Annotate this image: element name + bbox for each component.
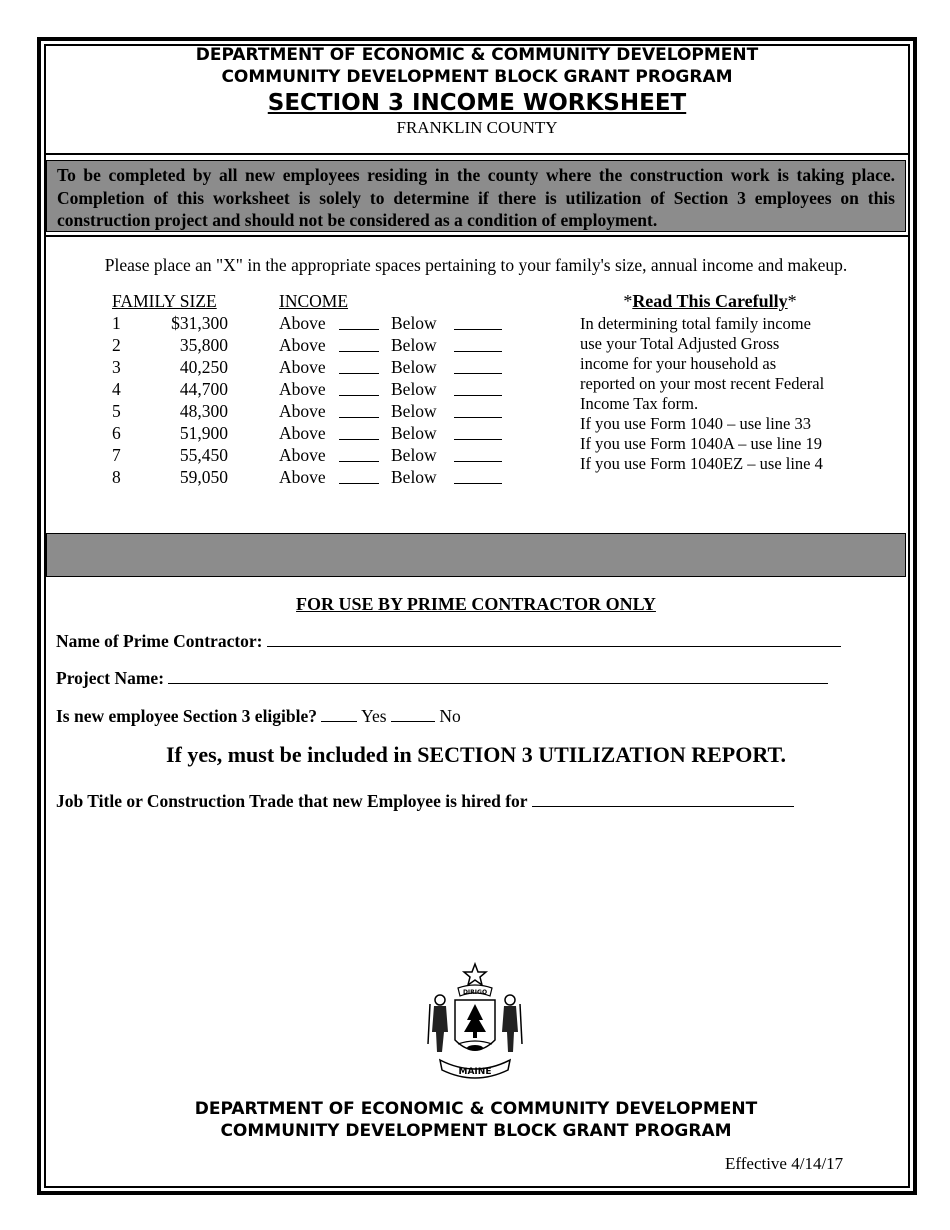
contractor-section-title: FOR USE BY PRIME CONTRACTOR ONLY bbox=[296, 594, 656, 614]
below-blank[interactable] bbox=[454, 329, 502, 330]
read-carefully-line: reported on your most recent Federal bbox=[580, 374, 825, 393]
above-blank[interactable] bbox=[339, 373, 379, 374]
prime-contractor-input-line[interactable] bbox=[267, 632, 841, 647]
family-size-value: 5 bbox=[112, 401, 121, 421]
income-value: 59,050 bbox=[179, 467, 228, 487]
read-carefully-line: In determining total family income bbox=[580, 314, 811, 333]
income-header: INCOME bbox=[279, 291, 349, 311]
family-size-value: 1 bbox=[112, 313, 121, 333]
family-size-value: 3 bbox=[112, 357, 121, 377]
below-blank[interactable] bbox=[454, 483, 502, 484]
above-blank[interactable] bbox=[339, 483, 379, 484]
prime-contractor-field bbox=[56, 631, 841, 652]
read-carefully-line: use your Total Adjusted Gross bbox=[580, 334, 780, 353]
read-carefully-suffix: * bbox=[787, 291, 797, 311]
above-label: Above bbox=[279, 423, 326, 443]
job-title-input-line[interactable] bbox=[532, 792, 794, 807]
above-label: Above bbox=[279, 357, 326, 377]
footer-department: DEPARTMENT OF ECONOMIC & COMMUNITY DEVELOPMENT bbox=[194, 1099, 758, 1119]
family-size-value: 2 bbox=[112, 335, 121, 355]
below-blank[interactable] bbox=[454, 373, 502, 374]
below-blank[interactable] bbox=[454, 351, 502, 352]
county-name: FRANKLIN COUNTY bbox=[396, 118, 558, 137]
income-value: 48,300 bbox=[179, 401, 228, 421]
read-carefully-title bbox=[580, 291, 840, 312]
income-value: $31,300 bbox=[171, 313, 228, 333]
header-divider bbox=[46, 153, 908, 155]
read-carefully-line: Income Tax form. bbox=[580, 394, 699, 413]
eligible-yes-blank[interactable] bbox=[321, 707, 357, 722]
above-blank[interactable] bbox=[339, 461, 379, 462]
below-label: Below bbox=[391, 357, 437, 377]
job-title-field bbox=[56, 791, 794, 812]
below-label: Below bbox=[391, 335, 437, 355]
income-row bbox=[112, 313, 532, 335]
seal-text: MAINE bbox=[458, 1067, 492, 1077]
below-blank[interactable] bbox=[454, 395, 502, 396]
income-value: 55,450 bbox=[179, 445, 228, 465]
above-blank[interactable] bbox=[339, 417, 379, 418]
below-blank[interactable] bbox=[454, 417, 502, 418]
program-title: COMMUNITY DEVELOPMENT BLOCK GRANT PROGRAM bbox=[221, 67, 733, 87]
effective-date: Effective 4/14/17 bbox=[725, 1154, 844, 1173]
family-size-value: 6 bbox=[112, 423, 121, 443]
project-name-field bbox=[56, 668, 828, 689]
income-row bbox=[112, 467, 532, 489]
read-carefully-line: If you use Form 1040A – use line 19 bbox=[580, 434, 822, 453]
eligible-no-label: No bbox=[439, 706, 461, 726]
below-label: Below bbox=[391, 379, 437, 399]
maine-state-seal-icon bbox=[420, 960, 530, 1085]
income-row bbox=[112, 379, 532, 401]
section-separator-band bbox=[46, 533, 906, 577]
income-row bbox=[112, 423, 532, 445]
instruction-text: Please place an "X" in the appropriate spaces pertaining to your family's size, annual income and makeup. bbox=[104, 255, 848, 275]
job-title-label: Job Title or Construction Trade that new Employee is hired for bbox=[56, 791, 528, 811]
notice-box: To be completed by all new employees residing in the county where the construction work is taking place. Completion of this worksheet is solely to determine if there is utilization of Section 3 employees on this construction project and should not be considered as a condition of employment. bbox=[46, 160, 906, 232]
above-label: Above bbox=[279, 313, 326, 333]
family-size-value: 8 bbox=[112, 467, 121, 487]
below-blank[interactable] bbox=[454, 439, 502, 440]
read-carefully-line: If you use Form 1040 – use line 33 bbox=[580, 414, 811, 433]
utilization-report-note: If yes, must be included in SECTION 3 UTILIZATION REPORT. bbox=[165, 742, 787, 767]
eligible-yes-label: Yes bbox=[361, 706, 387, 726]
income-value: 35,800 bbox=[179, 335, 228, 355]
above-label: Above bbox=[279, 335, 326, 355]
page-title: SECTION 3 INCOME WORKSHEET bbox=[267, 90, 687, 116]
above-label: Above bbox=[279, 401, 326, 421]
above-blank[interactable] bbox=[339, 351, 379, 352]
below-label: Below bbox=[391, 467, 437, 487]
project-name-input-line[interactable] bbox=[168, 669, 828, 684]
seal-motto: DIRIGO bbox=[462, 989, 488, 996]
eligible-field bbox=[56, 706, 461, 727]
income-row bbox=[112, 401, 532, 423]
below-label: Below bbox=[391, 401, 437, 421]
document-header bbox=[46, 44, 908, 138]
income-row bbox=[112, 335, 532, 357]
above-label: Above bbox=[279, 445, 326, 465]
above-label: Above bbox=[279, 467, 326, 487]
below-label: Below bbox=[391, 423, 437, 443]
below-label: Below bbox=[391, 445, 437, 465]
family-size-header: FAMILY SIZE bbox=[112, 291, 217, 311]
project-name-label: Project Name: bbox=[56, 668, 165, 688]
eligible-no-blank[interactable] bbox=[391, 707, 435, 722]
read-carefully-body bbox=[580, 314, 850, 474]
prime-contractor-label: Name of Prime Contractor: bbox=[56, 631, 263, 651]
read-carefully-line: income for your household as bbox=[580, 354, 777, 373]
income-value: 40,250 bbox=[179, 357, 228, 377]
income-row bbox=[112, 357, 532, 379]
read-carefully-heading: Read This Carefully bbox=[632, 291, 788, 311]
above-label: Above bbox=[279, 379, 326, 399]
family-size-value: 4 bbox=[112, 379, 121, 399]
below-blank[interactable] bbox=[454, 461, 502, 462]
family-size-value: 7 bbox=[112, 445, 121, 465]
document-footer bbox=[46, 1098, 906, 1142]
above-blank[interactable] bbox=[339, 439, 379, 440]
above-blank[interactable] bbox=[339, 395, 379, 396]
income-row bbox=[112, 445, 532, 467]
eligible-question: Is new employee Section 3 eligible? bbox=[56, 706, 318, 726]
income-value: 51,900 bbox=[179, 423, 228, 443]
read-carefully-prefix: * bbox=[623, 291, 633, 311]
footer-program: COMMUNITY DEVELOPMENT BLOCK GRANT PROGRAM bbox=[220, 1121, 732, 1141]
income-value: 44,700 bbox=[179, 379, 228, 399]
above-blank[interactable] bbox=[339, 329, 379, 330]
notice-divider bbox=[46, 235, 908, 237]
below-label: Below bbox=[391, 313, 437, 333]
department-title: DEPARTMENT OF ECONOMIC & COMMUNITY DEVELOPMENT bbox=[195, 45, 759, 65]
read-carefully-line: If you use Form 1040EZ – use line 4 bbox=[580, 454, 823, 473]
